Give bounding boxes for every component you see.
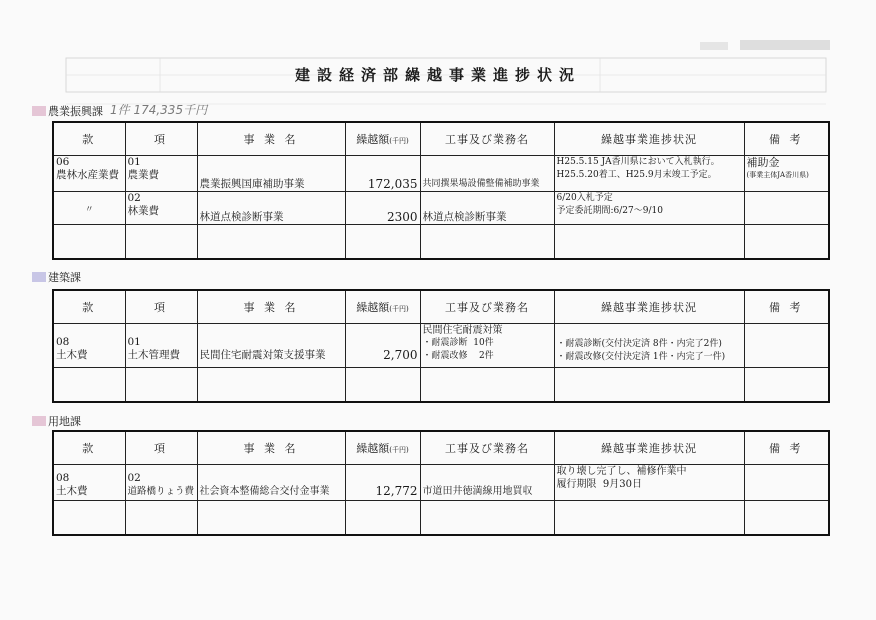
biko-cell	[744, 465, 829, 501]
progress-line: 予定委託期間:6/27～9/10	[556, 206, 663, 216]
kou-name: 道路橋りょう費	[127, 486, 195, 497]
kan-code: 08	[56, 336, 70, 348]
table-row	[53, 192, 829, 225]
table-row-empty	[53, 225, 829, 259]
progress-cell	[554, 156, 744, 192]
empty-cell	[345, 225, 420, 259]
kou-code: 01	[127, 156, 141, 168]
header-row	[53, 431, 829, 465]
kan-code: 08	[56, 472, 70, 484]
kan-cell	[53, 324, 125, 368]
kan-name: 〃	[84, 204, 94, 215]
header-kan: 款	[53, 431, 125, 465]
empty-cell	[744, 225, 829, 259]
koji-line: ・耐震診断 10件	[422, 338, 494, 348]
kou-name: 土木管理費	[127, 349, 180, 361]
empty-cell	[345, 368, 420, 402]
kan-code: 06	[56, 156, 70, 168]
header-biko: 備 考	[744, 431, 829, 465]
header-kurikoshi-unit: (千円)	[389, 137, 409, 145]
kou-code: 02	[127, 472, 141, 484]
header-koji: 工事及び業務名	[420, 290, 554, 324]
empty-cell	[420, 225, 554, 259]
koji-cell: 林道点検診断事業	[420, 192, 554, 225]
progress-line: ・耐震改修(交付決定済 1件・内完了一件)	[556, 352, 726, 362]
header-kurikoshi	[345, 431, 420, 465]
table-row	[53, 324, 829, 368]
header-jigyo: 事 業 名	[197, 122, 345, 156]
empty-cell	[53, 501, 125, 535]
header-kurikoshi-unit: (千円)	[389, 305, 409, 313]
jigyo-cell: 農業振興国庫補助事業	[197, 156, 345, 192]
progress-line: 履行期限 9月30日	[556, 479, 642, 490]
empty-cell	[345, 501, 420, 535]
amount-cell: 2300	[345, 192, 420, 225]
header-shinchoku: 繰越事業進捗状況	[554, 122, 744, 156]
kan-cell	[53, 192, 125, 225]
header-kou: 項	[125, 290, 197, 324]
header-biko: 備 考	[744, 122, 829, 156]
empty-cell	[554, 225, 744, 259]
header-kurikoshi-unit: (千円)	[389, 446, 409, 454]
handwritten-note: 1件 174,335千円	[110, 103, 208, 117]
table-row	[53, 156, 829, 192]
kan-cell	[53, 465, 125, 501]
header-kurikoshi-label: 繰越額	[356, 442, 390, 455]
kou-cell	[125, 465, 197, 501]
kou-cell	[125, 324, 197, 368]
empty-cell	[197, 225, 345, 259]
amount-cell: 12,772	[345, 465, 420, 501]
empty-cell	[744, 368, 829, 402]
empty-cell	[744, 501, 829, 535]
empty-cell	[53, 225, 125, 259]
koji-cell: 共同撰果場設備整備補助事業	[420, 156, 554, 192]
amount-cell: 172,035	[345, 156, 420, 192]
empty-cell	[420, 368, 554, 402]
progress-line: 取り壊し完了し、補修作業中	[556, 466, 687, 477]
biko-cell	[744, 324, 829, 368]
biko-cell	[744, 192, 829, 225]
empty-cell	[125, 225, 197, 259]
jigyo-cell: 林道点検診断事業	[197, 192, 345, 225]
header-jigyo: 事 業 名	[197, 431, 345, 465]
kan-name: 土木費	[56, 485, 88, 497]
header-shinchoku: 繰越事業進捗状況	[554, 431, 744, 465]
jigyo-cell: 社会資本整備総合交付金事業	[197, 465, 345, 501]
header-kurikoshi-label: 繰越額	[356, 133, 390, 146]
koji-line: 民間住宅耐震対策	[422, 325, 503, 336]
department-label-yochi	[32, 414, 332, 430]
empty-cell	[554, 501, 744, 535]
header-kurikoshi	[345, 290, 420, 324]
kou-code: 02	[127, 192, 141, 204]
empty-cell	[125, 501, 197, 535]
empty-cell	[197, 368, 345, 402]
header-biko: 備 考	[744, 290, 829, 324]
table-row-empty	[53, 501, 829, 535]
kan-name: 土木費	[56, 349, 88, 361]
header-shinchoku: 繰越事業進捗状況	[554, 290, 744, 324]
empty-cell	[125, 368, 197, 402]
highlight-mark	[32, 416, 46, 426]
progress-cell	[554, 465, 744, 501]
table-row-empty	[53, 368, 829, 402]
table-yochi	[52, 430, 830, 536]
header-jigyo: 事 業 名	[197, 290, 345, 324]
header-kou: 項	[125, 431, 197, 465]
header-koji: 工事及び業務名	[420, 122, 554, 156]
progress-line: H25.5.15 JA香川県において入札執行。	[556, 157, 720, 167]
koji-cell	[420, 324, 554, 368]
biko-sub: (事業主体JA香川県)	[746, 171, 809, 179]
kou-cell	[125, 156, 197, 192]
page-title: 建設経済部繰越事業進捗状況	[294, 66, 581, 84]
empty-cell	[420, 501, 554, 535]
progress-line: H25.5.20着工、H25.9月末竣工予定。	[556, 170, 717, 180]
empty-cell	[197, 501, 345, 535]
header-row	[53, 290, 829, 324]
header-kurikoshi-label: 繰越額	[356, 301, 390, 314]
biko-main: 補助金	[746, 156, 780, 169]
empty-cell	[554, 368, 744, 402]
progress-cell	[554, 192, 744, 225]
table-kenchiku	[52, 289, 830, 403]
koji-line: ・耐震改修 2件	[422, 351, 494, 361]
header-kan: 款	[53, 122, 125, 156]
header-kou: 項	[125, 122, 197, 156]
koji-cell: 市道田井徳満線用地買収	[420, 465, 554, 501]
table-row	[53, 465, 829, 501]
kou-name: 林業費	[127, 205, 159, 217]
progress-cell	[554, 324, 744, 368]
kan-cell	[53, 156, 125, 192]
department-label-kenchiku	[32, 270, 332, 286]
header-koji: 工事及び業務名	[420, 431, 554, 465]
department-name: 建築課	[48, 271, 81, 284]
progress-line: 6/20入札予定	[556, 193, 613, 203]
header-row	[53, 122, 829, 156]
header-kurikoshi	[345, 122, 420, 156]
highlight-mark	[32, 272, 46, 282]
kan-name: 農林水産業費	[56, 169, 119, 181]
department-name: 農業振興課	[48, 105, 103, 118]
department-label-nogyo	[32, 104, 552, 120]
table-nogyo-shinko	[52, 121, 830, 260]
kou-code: 01	[127, 336, 141, 348]
jigyo-cell: 民間住宅耐震対策支援事業	[197, 324, 345, 368]
kou-cell	[125, 192, 197, 225]
kou-name: 農業費	[127, 169, 159, 181]
highlight-mark	[32, 106, 46, 116]
header-kan: 款	[53, 290, 125, 324]
amount-cell: 2,700	[345, 324, 420, 368]
empty-cell	[53, 368, 125, 402]
progress-line: ・耐震診断(交付決定済 8件・内完了2件)	[556, 339, 722, 349]
biko-cell	[744, 156, 829, 192]
department-name: 用地課	[48, 415, 81, 428]
